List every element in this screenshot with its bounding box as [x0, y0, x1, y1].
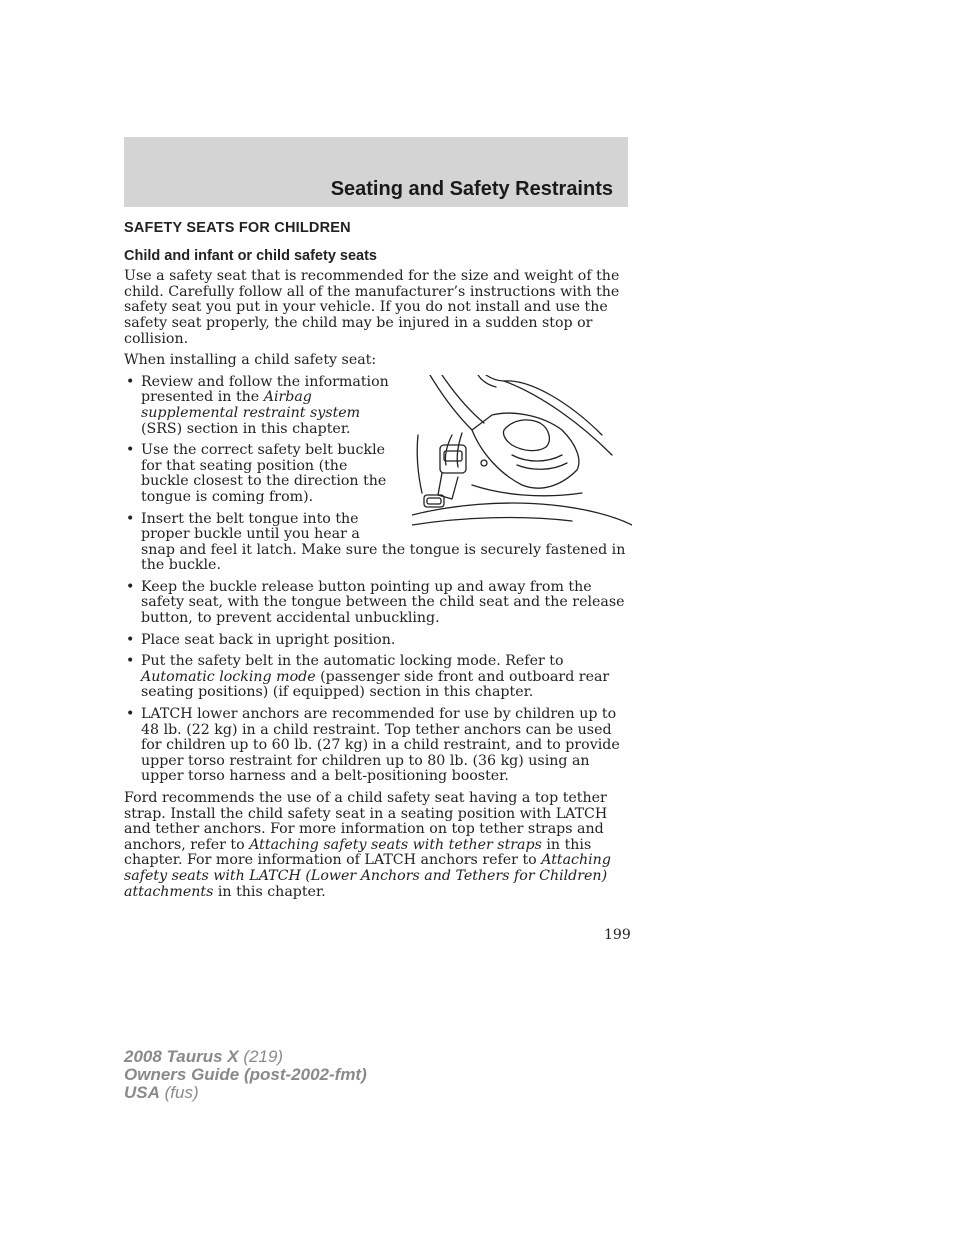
list-item: • Use the correct safety belt buckle for that seating position (the buckle closest to the direction the tongue is coming from).	[124, 443, 630, 505]
page-number: 199	[604, 927, 631, 943]
main-content	[124, 221, 630, 906]
intro-paragraph: Use a safety seat that is recommended for the size and weight of the child. Carefully follow all of the manufacturer’s instructions with the safety seat you put in your vehicle. If you do not install and use the safety seat properly, the child may be injured in a sudden stop or collision.	[124, 268, 620, 347]
document-footer: 2008 Taurus X (219) Owners Guide (post-2002-fmt) USA (fus)	[124, 1047, 367, 1102]
list-item: • Keep the buckle release button pointing up and away from the safety seat, with the tongue between the child seat and the release button, to prevent accidental unbuckling.	[124, 580, 630, 627]
section-heading: SAFETY SEATS FOR CHILDREN	[124, 220, 351, 236]
list-item: • Put the safety belt in the automatic locking mode. Refer to Automatic locking mode (passenger side front and outboard rear seating positions) (if equipped) section in this chapter.	[124, 654, 630, 701]
lead-in-paragraph: When installing a child safety seat:	[124, 352, 377, 369]
installation-steps	[124, 375, 630, 785]
list-item: • Review and follow the information presented in the Airbag supplemental restraint system (SRS) section in this chapter.	[124, 375, 630, 437]
section-subheading: Child and infant or child safety seats	[124, 247, 377, 264]
list-item: • LATCH lower anchors are recommended for use by children up to 48 lb. (22 kg) in a child restraint. Top tether anchors can be used for children up to 60 lb. (27 kg) in a child restraint, and to provide upper torso restraint for children up to 80 lb. (36 kg) using an upper torso harness and a belt-positioning booster.	[124, 707, 630, 785]
closing-paragraph: Ford recommends the use of a child safety seat having a top tether strap. Install the child safety seat in a seating position with LATCH and tether anchors. For more information on top tether straps and anchors, refer to Attaching safety seats with tether straps in this chapter. For more information of LATCH anchors refer to Attaching safety seats with LATCH (Lower Anchors and Tethers for Children) attachments in this chapter.	[124, 790, 611, 900]
list-item: • Insert the belt tongue into the proper buckle until you hear a snap and feel it latch. Make sure the tongue is securely fastened in the buckle.	[124, 512, 630, 574]
list-item: • Place seat back in upright position.	[124, 633, 630, 649]
header-band	[124, 137, 628, 207]
page-title: Seating and Safety Restraints	[330, 178, 613, 200]
